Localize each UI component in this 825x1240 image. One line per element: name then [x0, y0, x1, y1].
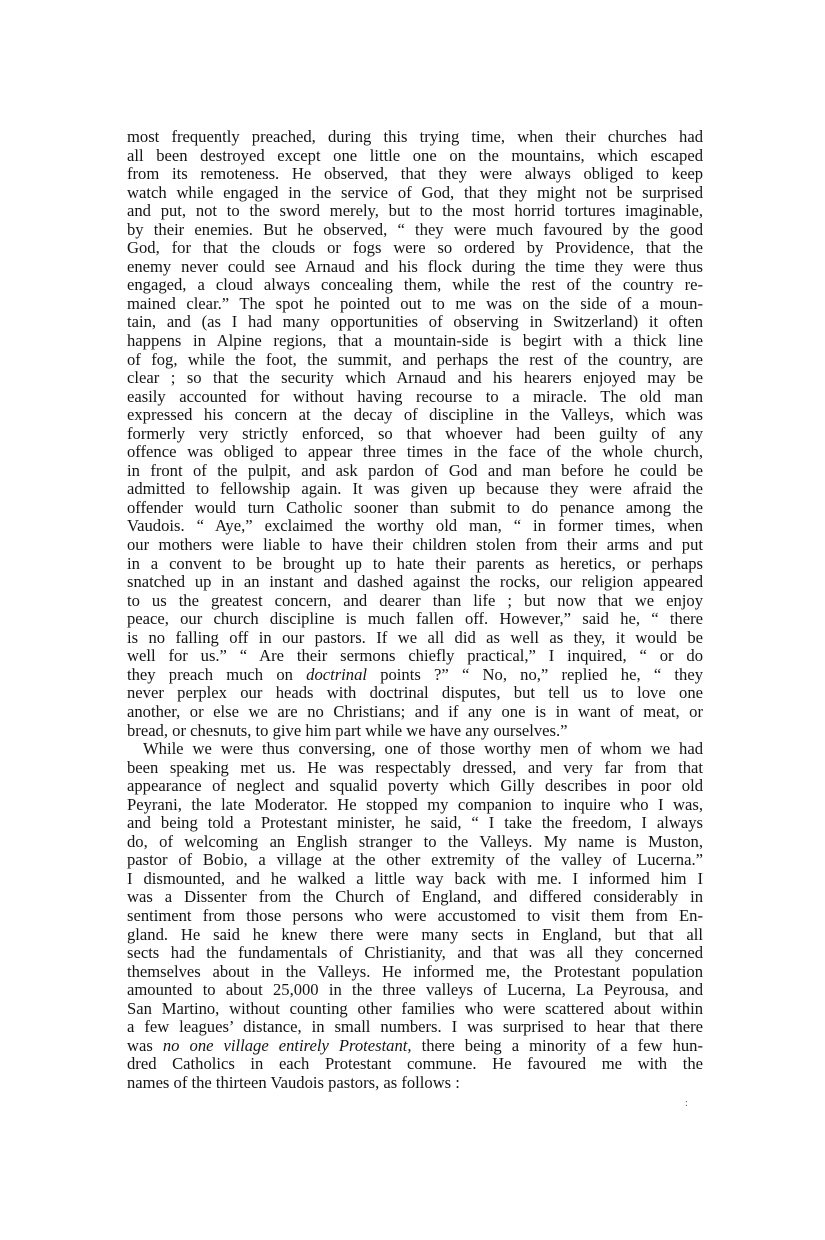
text-line: gland. He said he knew there were many sects in England, but that all [127, 924, 703, 944]
text-line: most frequently preached, during this trying time, when their churches had [127, 127, 703, 146]
text-line: to us the greatest concern, and dearer than life ; but now that we enjoy [127, 590, 703, 610]
text-line: another, or else we are no Christians; and if any one is in want of meat, or [127, 701, 703, 721]
italic-word-doctrinal: doctrinal [306, 664, 367, 684]
paragraph-2-end [127, 1055, 703, 1092]
text-line: is no falling off in our pastors. If we all did as well as they, it would be [127, 627, 703, 647]
paragraph-1-end [127, 684, 703, 740]
text-line: well for us.” “ Are their sermons chiefly practical,” I inquired, “ or do [127, 646, 703, 666]
text-line: engaged, a cloud always concealing them, while the rest of the country re- [127, 275, 703, 295]
text-line: never perplex our heads with doctrinal disputes, but tell us to love one [127, 683, 703, 703]
text-line: sentiment from those persons who were accustomed to visit them from En- [127, 905, 703, 925]
text-line: enemy never could see Arnaud and his flock during the time they were thus [127, 256, 703, 276]
text-run: points ?” “ No, no,” replied he, “ they [366, 664, 703, 684]
text-line: by their enemies. But he observed, “ they were much favoured by the good [127, 219, 703, 239]
text-line: watch while engaged in the service of God, that they might not be surprised [127, 182, 703, 202]
text-line: and put, not to the sword merely, but to the most horrid tortures imaginable, [127, 201, 703, 221]
text-line: offender would turn Catholic sooner than submit to do penance among the [127, 497, 703, 517]
text-line: I dismounted, and he walked a little way back with me. I informed him I [127, 868, 703, 888]
paragraph-2 [127, 740, 703, 1037]
document-page [127, 128, 703, 1092]
text-line: admitted to fellowship again. It was given up because they were afraid the [127, 479, 703, 499]
text-line: God, for that the clouds or fogs were so ordered by Providence, that the [127, 238, 703, 258]
stray-mark: : [685, 1098, 688, 1109]
text-line: all been destroyed except one little one on the mountains, which escaped [127, 145, 703, 165]
text-line: formerly very strictly enforced, so that whoever had been guilty of any [127, 423, 703, 443]
paragraph-1 [127, 128, 703, 666]
text-run: they preach much on [127, 664, 307, 684]
text-line: San Martino, without counting other families who were scattered about within [127, 998, 703, 1018]
text-line: expressed his concern at the decay of discipline in the Valleys, which was [127, 405, 703, 425]
text-line: a few leagues’ distance, in small numbers. I was surprised to hear that there [127, 1017, 703, 1037]
text-line: and being told a Protestant minister, he said, “ I take the freedom, I always [127, 813, 703, 833]
text-line: clear ; so that the security which Arnaud and his hearers enjoyed may be [127, 368, 703, 388]
italic-phrase-village: no one village entirely Protestant, [162, 1035, 412, 1055]
text-run: there being a minority of a few hun- [411, 1035, 703, 1055]
text-run: was [127, 1035, 163, 1055]
text-line-village [127, 1037, 703, 1056]
text-line: offence was obliged to appear three times in the face of the whole church, [127, 442, 703, 462]
text-line: easily accounted for without having recourse to a miracle. The old man [127, 386, 703, 406]
text-line: do, of welcoming an English stranger to the Valleys. My name is Muston, [127, 831, 703, 851]
text-line-doctrinal [127, 666, 703, 685]
text-line: tain, and (as I had many opportunities of observing in Switzerland) it often [127, 312, 703, 332]
text-line: Peyrani, the late Moderator. He stopped my companion to inquire who I was, [127, 794, 703, 814]
text-line: mained clear.” The spot he pointed out to me was on the side of a moun- [127, 293, 703, 313]
text-line: of fog, while the foot, the summit, and perhaps the rest of the country, are [127, 349, 703, 369]
text-line: our mothers were liable to have their children stolen from their arms and put [127, 535, 703, 555]
text-line: While we were thus conversing, one of those worthy men of whom we had [143, 739, 703, 759]
text-line: in a convent to be brought up to hate their parents as heretics, or perhaps [127, 553, 703, 573]
text-line: bread, or chesnuts, to give him part while we have any ourselves.” [127, 720, 568, 740]
text-line: appearance of neglect and squalid poverty which Gilly describes in poor old [127, 776, 703, 796]
text-line: Vaudois. “ Aye,” exclaimed the worthy old man, “ in former times, when [127, 516, 703, 536]
text-line: amounted to about 25,000 in the three valleys of Lucerna, La Peyrousa, and [127, 980, 703, 1000]
text-line: themselves about in the Valleys. He informed me, the Protestant population [127, 961, 703, 981]
text-line: happens in Alpine regions, that a mountain-side is begirt with a thick line [127, 331, 703, 351]
text-line: been speaking met us. He was respectably dressed, and very far from that [127, 757, 703, 777]
text-line: dred Catholics in each Protestant commune. He favoured me with the [127, 1054, 703, 1074]
text-line: was a Dissenter from the Church of England, and differed considerably in [127, 887, 703, 907]
text-line: names of the thirteen Vaudois pastors, as follows : [127, 1072, 460, 1092]
text-line: sects had the fundamentals of Christianity, and that was all they concerned [127, 943, 703, 963]
text-line: from its remoteness. He observed, that they were always obliged to keep [127, 164, 703, 184]
text-line: pastor of Bobio, a village at the other extremity of the valley of Lucerna.” [127, 850, 703, 870]
text-line: peace, our church discipline is much fallen off. However,” said he, “ there [127, 609, 703, 629]
text-line: in front of the pulpit, and ask pardon of God and man before he could be [127, 460, 703, 480]
text-line: snatched up in an instant and dashed against the rocks, our religion appeared [127, 572, 703, 592]
